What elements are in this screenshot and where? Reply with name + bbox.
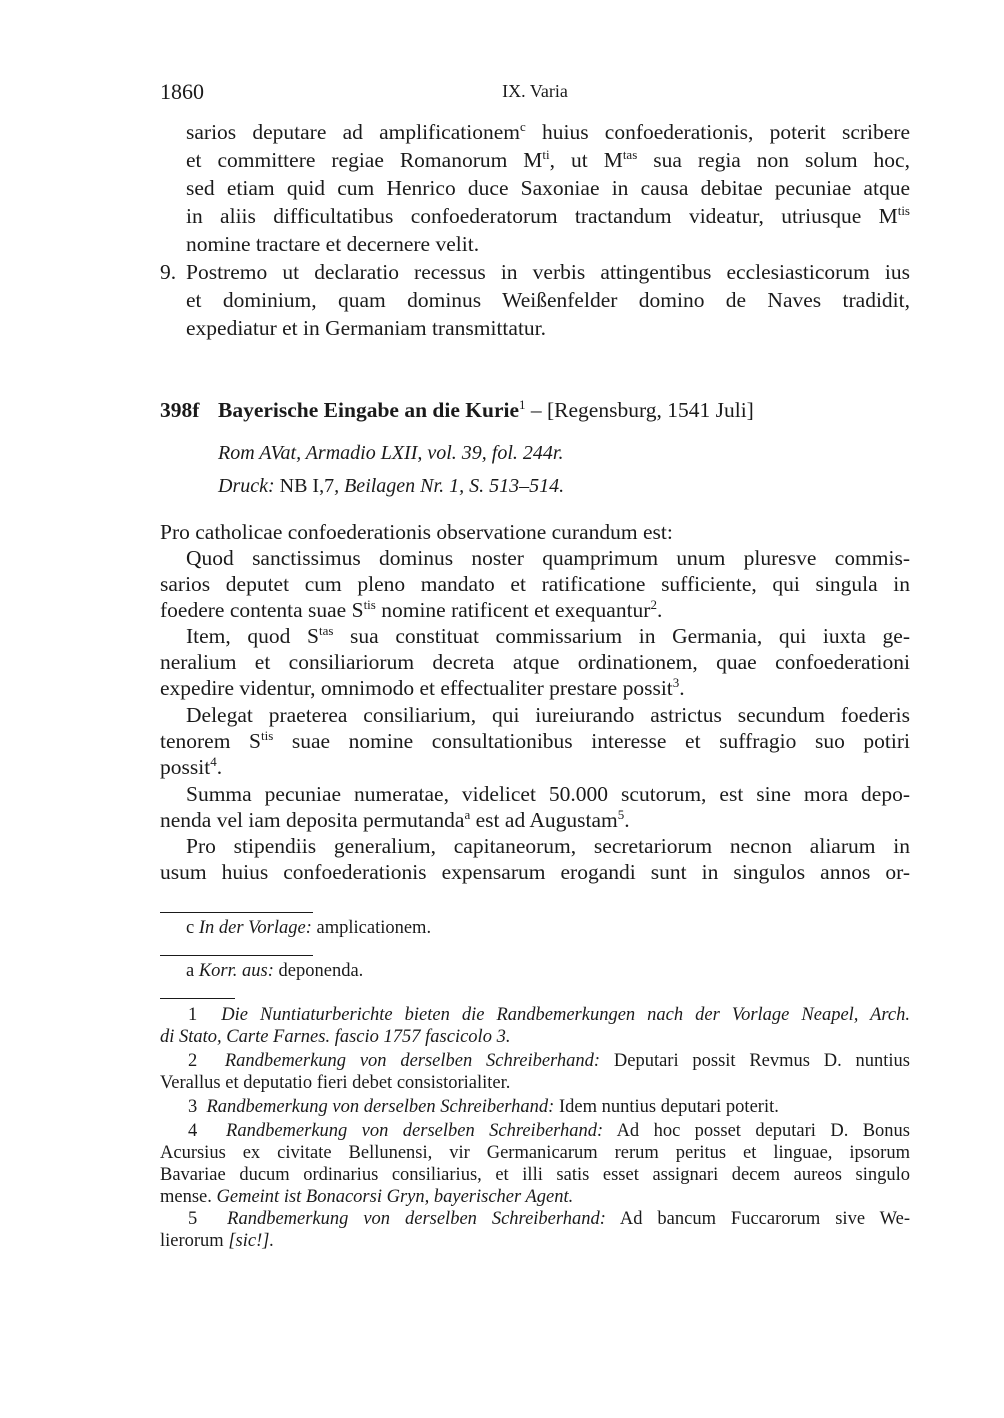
text-line: nenda vel iam deposita permutanda$^a$ est ad Augustam$^5$. xyxy=(160,807,630,832)
text-line: Quod sanctissimus dominus noster quamprimum unum pluresve commis- xyxy=(186,546,910,570)
text-line: Delegat praeterea consiliarium, qui iureiurando astrictus secundum foederis xyxy=(186,703,910,727)
footnote-ref[interactable]: 1 xyxy=(519,397,526,412)
text-line: foedere contenta suae $S^{tis}$ nomine ratificent et exequantur$^2$. xyxy=(160,597,663,622)
footnote-a: a Korr. aus: deponenda. xyxy=(186,961,364,981)
text-line: expediatur et in Germaniam transmittatur. xyxy=(186,316,547,340)
source-archive: Rom AVat, Armadio LXII, vol. 39, fol. 244r. xyxy=(218,442,564,464)
text-line: nomine tractare et decernere velit. xyxy=(186,232,480,256)
footnote-rule xyxy=(160,998,235,999)
footnote-ref[interactable]: 4 xyxy=(210,754,217,769)
text-line: Pro stipendiis generalium, capitaneorum, secretariorum necnon aliarum in xyxy=(186,834,910,858)
text-line: Summa pecuniae numeratae, videlicet 50.000 scutorum, est sine mora depo- xyxy=(186,782,910,806)
running-head: IX. Varia xyxy=(502,81,568,101)
list-number: 9. xyxy=(160,260,177,284)
document-heading: 398f Bayerische Eingabe an die Kurie$^1$ – [Regensburg, 1541 Juli] xyxy=(160,397,754,422)
document-number: 398f xyxy=(160,398,200,422)
footnote-ref[interactable]: c xyxy=(519,119,526,134)
footnote-rule xyxy=(160,955,313,956)
text-line: expedire videntur, omnimodo et effectualiter prestare possit$^3$. xyxy=(160,675,685,700)
text-line: sarios deputare ad amplificationem$^c$ huius confoederationis, poterit scribere xyxy=(186,119,910,144)
text-line: et committere regiae Romanorum $M^{ti}$, ut $M^{tas}$ sua regia non solum hoc, xyxy=(186,147,910,172)
page-number: 1860 xyxy=(160,79,204,104)
footnote-ref[interactable]: a xyxy=(464,807,471,822)
text-line: sed etiam quid cum Henrico duce Saxoniae in causa debitae pecuniae atque xyxy=(186,176,910,200)
text-line: et dominium, quam dominus Weißenfelder domino de Naves tradidit, xyxy=(186,288,910,312)
footnote-ref[interactable]: 5 xyxy=(617,807,625,822)
text-line: possit$^4$. xyxy=(160,754,223,779)
text-line: in aliis difficultatibus confoederatorum tractandum videatur, utriusque $M^{tis}$ xyxy=(186,203,910,228)
text-line: Postremo ut declaratio recessus in verbis attingentibus ecclesiasticorum ius xyxy=(186,260,910,284)
document-title: Bayerische Eingabe an die Kurie xyxy=(218,398,519,422)
text-line: usum huius confoederationis expensarum erogandi sunt in singulos annos or- xyxy=(160,860,910,884)
text-line: neralium et consiliariorum decreta atque ordinationem, quae confoederationi xyxy=(160,650,910,674)
text-line: tenorem $S^{tis}$ suae nomine consultationibus interesse et suffragio suo potiri xyxy=(160,728,910,753)
footnote-rule xyxy=(160,912,313,913)
footnote-ref[interactable]: 2 xyxy=(650,597,657,612)
source-print: Druck: NB I,7, Beilagen Nr. 1, S. 513–514. xyxy=(218,475,565,497)
text-line: sarios deputet cum pleno mandato et ratificatione sufficiente, qui singula in xyxy=(160,572,910,596)
footnote-ref[interactable]: 3 xyxy=(672,675,680,690)
footnote-c: c In der Vorlage: amplicationem. xyxy=(186,918,432,938)
text-line: Item, quod $S^{tas}$ sua constituat commissarium in Germania, qui iuxta ge- xyxy=(186,623,910,648)
text-line: Pro catholicae confoederationis observatione curandum est: xyxy=(160,520,673,544)
